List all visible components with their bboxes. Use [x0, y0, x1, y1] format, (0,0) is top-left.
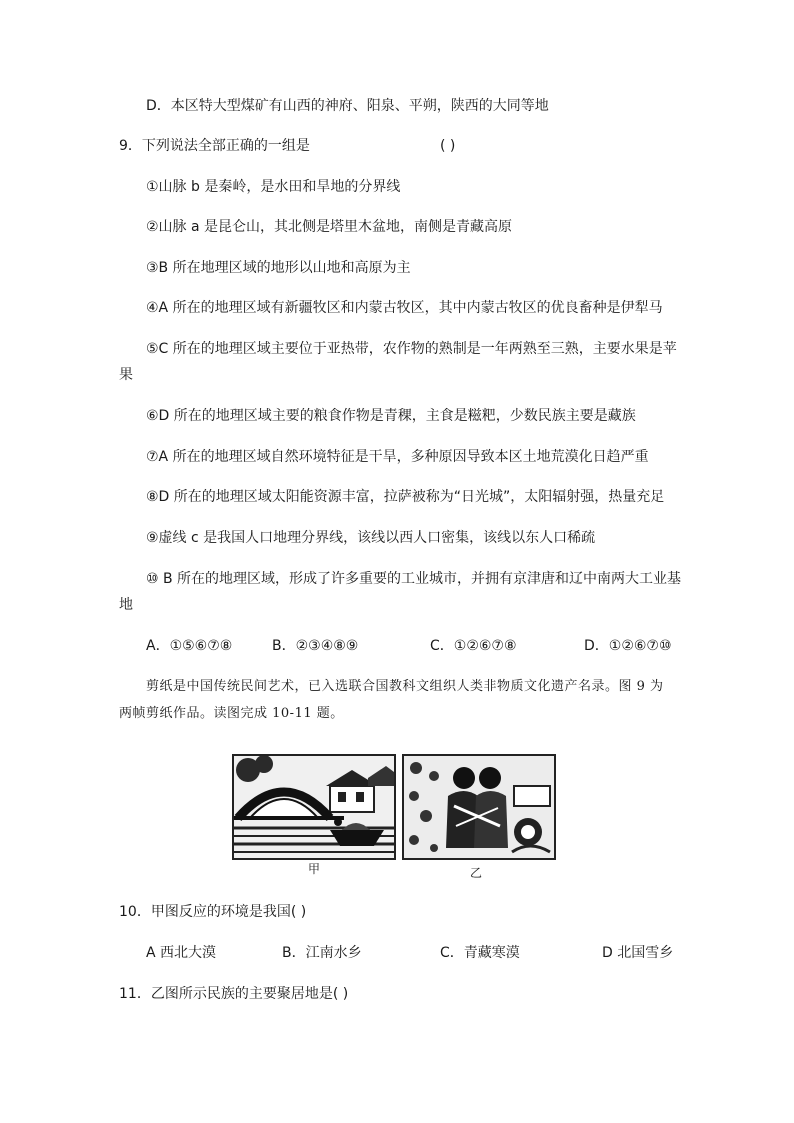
q9-statement-4: ④A 所在的地理区域有新疆牧区和内蒙古牧区，其中内蒙古牧区的优良畜种是伊犁马	[146, 300, 663, 316]
q9-statement-7: ⑦A 所在的地理区域自然环境特征是干旱，多种原因导致本区土地荒漠化日趋严重	[146, 449, 649, 465]
q10-stem: 10．甲图反应的环境是我国( )	[119, 904, 307, 920]
q10-option-b: B．江南水乡	[282, 945, 362, 961]
q9-stem: 9．下列说法全部正确的一组是	[119, 138, 310, 154]
intro-line-1: 剪纸是中国传统民间艺术，已入选联合国教科文组织人类非物质文化遗产名录。图 9 为	[146, 679, 664, 694]
q9-statement-2: ②山脉 a 是昆仑山，其北侧是塔里木盆地，南侧是青藏高原	[146, 219, 513, 235]
q11-stem: 11．乙图所示民族的主要聚居地是( )	[119, 986, 349, 1002]
q9-statement-3: ③B 所在地理区域的地形以山地和高原为主	[146, 260, 411, 276]
q9-statement-5: ⑤C 所在的地理区域主要位于亚热带，农作物的熟制是一年两熟至三熟，主要水果是苹	[146, 341, 677, 357]
figure-label-jia: 甲	[308, 862, 321, 876]
q9-option-a: A．①⑤⑥⑦⑧	[146, 638, 233, 654]
q10-option-c: C．青藏寒漠	[440, 945, 520, 961]
paper-cut-people-image	[402, 754, 556, 860]
q9-statement-5-cont: 果	[119, 367, 133, 383]
q9-statement-10: ⑩ B 所在的地理区域，形成了许多重要的工业城市，并拥有京津唐和辽中南两大工业基	[146, 571, 682, 587]
q9-option-d: D．①②⑥⑦⑩	[584, 638, 672, 654]
q10-option-d: D 北国雪乡	[602, 945, 674, 961]
q10-option-a: A 西北大漠	[146, 945, 217, 961]
paper-cut-bridge-image	[232, 754, 396, 860]
q9-answer-paren: ( )	[440, 138, 456, 154]
q9-statement-6: ⑥D 所在的地理区域主要的粮食作物是青稞，主食是糍粑，少数民族主要是藏族	[146, 408, 636, 424]
q9-statement-10-cont: 地	[119, 597, 133, 613]
q9-statement-1: ①山脉 b 是秦岭，是水田和旱地的分界线	[146, 179, 401, 195]
intro-line-2: 两帧剪纸作品。读图完成 10-11 题。	[119, 706, 344, 721]
q8-option-d: D．本区特大型煤矿有山西的神府、阳泉、平朔，陕西的大同等地	[146, 98, 549, 114]
q9-statement-8: ⑧D 所在的地理区域太阳能资源丰富，拉萨被称为“日光城”，太阳辐射强，热量充足	[146, 489, 665, 505]
bridge-scene-drawing	[234, 756, 394, 858]
paper-cut-figure	[232, 752, 556, 882]
q9-option-b: B．②③④⑧⑨	[272, 638, 359, 654]
figure-label-yi: 乙	[470, 866, 483, 880]
people-scene-drawing	[404, 756, 554, 858]
q9-option-c: C．①②⑥⑦⑧	[430, 638, 517, 654]
q9-statement-9: ⑨虚线 c 是我国人口地理分界线，该线以西人口密集，该线以东人口稀疏	[146, 530, 596, 546]
